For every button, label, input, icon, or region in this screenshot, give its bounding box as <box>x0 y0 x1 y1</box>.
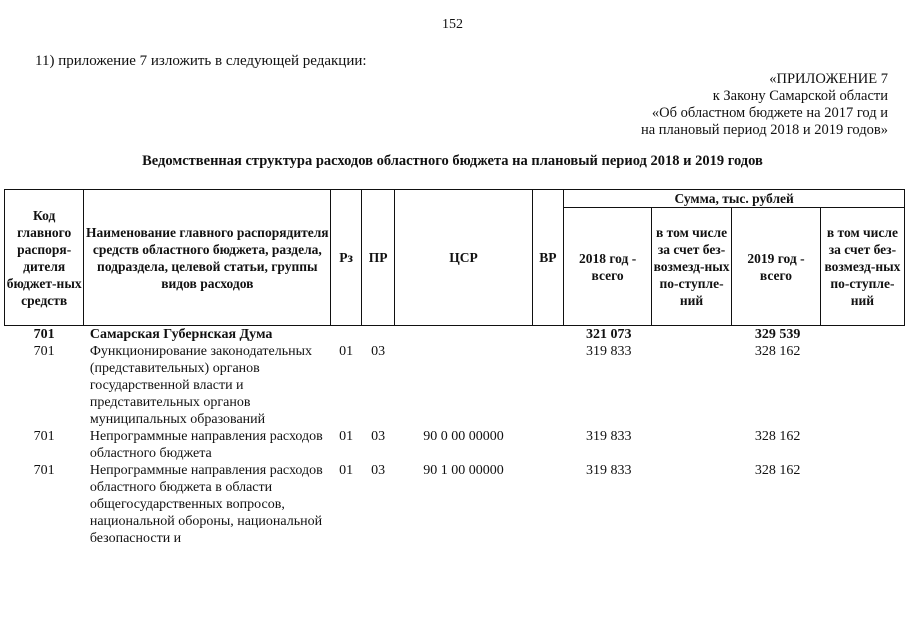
header-code: Код главного распоря-дителя бюджет-ных средств <box>5 190 84 326</box>
cell-code: 701 <box>33 429 55 444</box>
cell-pr: 03 <box>371 463 386 478</box>
cell-vr <box>532 462 564 547</box>
cell-2019-total: 328 162 <box>754 344 801 359</box>
cell-2019-free <box>820 462 904 547</box>
appendix-line-4: на плановый период 2018 и 2019 годов» <box>640 122 888 138</box>
cell-2018-free <box>651 343 731 428</box>
cell-2019-free <box>820 326 904 344</box>
cell-vr <box>532 326 564 344</box>
header-vr: ВР <box>532 190 564 326</box>
header-sum-group: Сумма, тыс. рублей <box>564 190 905 208</box>
cell-rz: 01 <box>339 463 354 478</box>
cell-name: Самарская Губернская Дума <box>89 327 273 342</box>
cell-2018-total: 319 833 <box>585 344 632 359</box>
cell-name: Функционирование законодательных (представительных) органов государственной власти и представительных органов муниципальных образований <box>89 344 312 427</box>
cell-pr <box>361 326 395 344</box>
header-name: Наименование главного распорядителя средств областного бюджета, раздела, подраздела, целевой статьи, группы видов расходов <box>84 190 331 326</box>
cell-csr: 90 1 00 00000 <box>423 463 504 478</box>
header-2019-total: 2019 год - всего <box>732 208 821 326</box>
header-2018-free: в том числе за счет без-возмезд-ных по-ступле-ний <box>651 208 731 326</box>
cell-rz <box>331 326 362 344</box>
header-2018-total: 2018 год - всего <box>564 208 652 326</box>
cell-vr <box>532 428 564 462</box>
cell-2018-free <box>651 462 731 547</box>
cell-csr <box>395 326 532 344</box>
header-pr: ПР <box>361 190 395 326</box>
cell-csr <box>395 343 532 428</box>
cell-code: 701 <box>33 327 55 342</box>
appendix-line-1: «ПРИЛОЖЕНИЕ 7 <box>769 71 888 87</box>
budget-table <box>4 189 905 547</box>
cell-2019-free <box>820 343 904 428</box>
page-number: 152 <box>442 17 463 32</box>
cell-2019-total: 329 539 <box>754 327 801 342</box>
cell-2018-free <box>651 428 731 462</box>
header-rz: Рз <box>331 190 362 326</box>
cell-2019-total: 328 162 <box>754 429 801 444</box>
cell-code: 701 <box>33 344 55 359</box>
cell-csr: 90 0 00 00000 <box>423 429 504 444</box>
cell-2019-total: 328 162 <box>754 463 801 478</box>
header-csr: ЦСР <box>395 190 532 326</box>
cell-2018-total: 321 073 <box>585 327 632 342</box>
cell-pr: 03 <box>371 344 386 359</box>
appendix-line-3: «Об областном бюджете на 2017 год и <box>651 105 888 121</box>
document-title: Ведомственная структура расходов областного бюджета на плановый период 2018 и 2019 годов <box>142 153 763 169</box>
cell-2018-total: 319 833 <box>585 429 632 444</box>
cell-code: 701 <box>33 463 55 478</box>
cell-2018-total: 319 833 <box>585 463 632 478</box>
cell-rz: 01 <box>339 429 354 444</box>
cell-name: Непрограммные направления расходов областного бюджета <box>89 429 323 461</box>
cell-pr: 03 <box>371 429 386 444</box>
appendix-line-2: к Закону Самарской области <box>712 88 888 104</box>
intro-text: 11) приложение 7 изложить в следующей редакции: <box>35 53 367 69</box>
cell-vr <box>532 343 564 428</box>
header-2019-free: в том числе за счет без-возмезд-ных по-ступле-ний <box>820 208 904 326</box>
cell-2019-free <box>820 428 904 462</box>
table-row <box>5 428 905 462</box>
cell-rz: 01 <box>339 344 354 359</box>
table-row <box>5 326 905 344</box>
table-row <box>5 462 905 547</box>
appendix-header <box>468 71 888 139</box>
table-row <box>5 343 905 428</box>
cell-name: Непрограммные направления расходов областного бюджета в области общегосударственных вопросов, национальной обороны, национальной безопасности и <box>89 463 323 546</box>
cell-2018-free <box>651 326 731 344</box>
